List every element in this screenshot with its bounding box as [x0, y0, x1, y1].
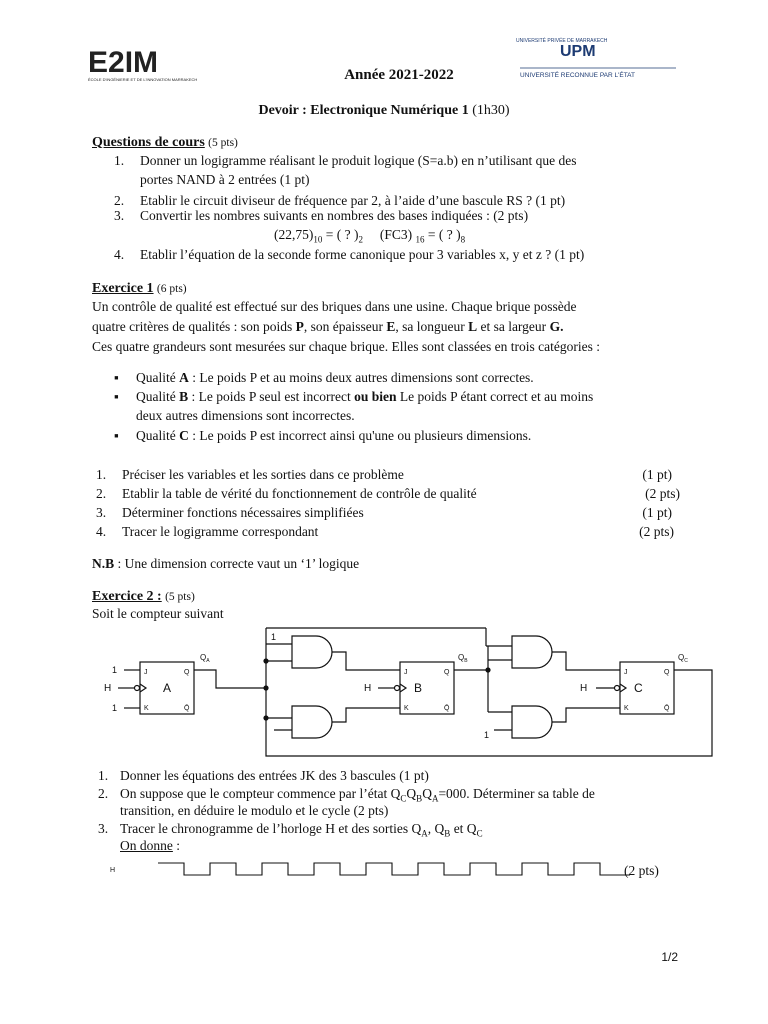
ex2-on-donne — [120, 837, 180, 855]
clock-input-c: H — [580, 683, 588, 694]
gate1-input-one: 1 — [271, 632, 277, 642]
q: Q — [406, 786, 417, 801]
gate4-input-one: 1 — [484, 730, 490, 740]
bullet-icon: ▪ — [114, 370, 119, 385]
task-text: Tracer le logigramme correspondant — [122, 524, 319, 539]
ex1-task-3 — [96, 504, 678, 522]
sep: et Q — [450, 821, 477, 836]
and-gate-1 — [292, 636, 332, 668]
ff-a-label: A — [163, 681, 172, 695]
emphasis: ou bien — [354, 389, 397, 404]
ex1-para-3: Ces quatre grandeurs sont mesurées sur chaque brique. Elles sont classées en trois catégories : — [92, 339, 600, 354]
ex1-bullet-a — [114, 369, 534, 387]
ff-c-q: Q — [664, 669, 670, 676]
qc-heading: Questions de cours — [92, 135, 205, 150]
page-number: 1/2 — [661, 950, 678, 964]
conv-b-eq: = ( ? ) — [427, 227, 461, 242]
colon: : — [172, 838, 181, 853]
ex1-bullet-c — [114, 427, 531, 445]
clock-label: H — [110, 867, 116, 874]
ex2-heading: Exercice 2 : — [92, 589, 162, 604]
text: Qualité — [136, 370, 180, 385]
clock-input-a: H — [104, 683, 112, 694]
task-points: (2 pts) — [645, 486, 680, 501]
ff-c-label: C — [634, 681, 643, 695]
ex1-para-2 — [92, 318, 563, 336]
bullet-icon: ▪ — [114, 428, 119, 443]
conv-a-base: 10 — [313, 234, 323, 245]
question-number: 2. — [98, 786, 109, 801]
text: et sa largeur — [477, 319, 550, 334]
task-number: 1. — [96, 467, 107, 482]
text: quatre critères de qualités : son poids — [92, 319, 296, 334]
text: Qualité — [136, 428, 180, 443]
item-number: 3. — [114, 208, 125, 223]
item-text: Donner un logigramme réalisant le produit logique (S=a.b) en n’utilisant que des — [140, 153, 577, 168]
upm-logo-brand: UPM — [560, 43, 596, 60]
question-text: Donner les équations des entrées JK des 3 bascules (1 pt) — [120, 768, 429, 783]
upm-logo-tagline: UNIVERSITÉ RECONNUE PAR L'ÉTAT — [520, 72, 636, 79]
ex1-para-1: Un contrôle de qualité est effectué sur des briques dans une usine. Chaque brique possède — [92, 299, 577, 314]
qc-item-1 — [114, 152, 577, 170]
conv-b: (FC3) — [379, 227, 413, 242]
conv-a: (22,75) — [274, 227, 314, 242]
ex2-points: (5 pts) — [165, 591, 195, 603]
quality-key: B — [179, 389, 189, 404]
sub-a: A — [421, 828, 428, 839]
ff-c-j: J — [624, 669, 628, 676]
conv-b-base: 16 — [415, 234, 425, 245]
item-text: Convertir les nombres suivants en nombres des bases indiquées : (2 pts) — [140, 208, 529, 223]
qb-label: $Q_B$ — [458, 653, 468, 664]
text: : Le poids P seul est incorrect — [188, 389, 355, 404]
text: : Le poids P et au moins deux autres dimensions sont correctes. — [188, 370, 534, 385]
conv-a-target: 2 — [358, 234, 363, 245]
sub-c: C — [400, 793, 407, 804]
ex1-task-1 — [96, 466, 678, 484]
conv-b-target: 8 — [460, 234, 466, 245]
conv-a-eq: = ( ? ) — [325, 227, 359, 242]
qc-label: $Q_C$ — [678, 653, 688, 664]
ex2-q2-cont: transition, en déduire le modulo et le cycle (2 pts) — [120, 803, 389, 818]
sub-b: B — [444, 828, 451, 839]
ex1-task-4 — [96, 523, 678, 541]
clock-input-b: H — [364, 683, 372, 694]
e2im-logo-text: E2IM — [88, 46, 159, 79]
task-points: (1 pt) — [642, 467, 672, 482]
task-text: Déterminer fonctions nécessaires simplifiées — [122, 505, 364, 520]
var-l: L — [468, 319, 478, 334]
text: : Le poids P est incorrect ainsi qu'une ou plusieurs dimensions. — [188, 428, 532, 443]
qc-points: (5 pts) — [208, 137, 238, 149]
task-text: Préciser les variables et les sorties dans ce problème — [122, 467, 404, 482]
item-text: Etablir l’équation de la seconde forme canonique pour 3 variables x, y et z ? (1 pt) — [140, 247, 585, 262]
e2im-logo-subtitle: ÉCOLE D'INGÉNIERIE ET DE L'INNOVATION MARRAKECH — [88, 77, 198, 82]
question-number: 1. — [98, 768, 109, 783]
ff-a-q: Q — [184, 669, 190, 676]
item-text: Etablir le circuit diviseur de fréquence par 2, à l’aide d’une bascule RS ? (1 pt) — [140, 193, 566, 208]
ff-a-k: K — [144, 705, 149, 712]
ex2-intro: Soit le compteur suivant — [92, 606, 224, 621]
ex1-heading: Exercice 1 — [92, 281, 154, 296]
task-points: (1 pt) — [642, 505, 672, 520]
sub-c: C — [476, 828, 483, 839]
bullet-icon: ▪ — [114, 389, 119, 404]
var-p: P — [295, 319, 304, 334]
input-one-k-a: 1 — [112, 703, 118, 713]
q: Q — [422, 786, 432, 801]
ex1-bullet-b-cont: deux autres dimensions sont incorrectes. — [136, 408, 355, 423]
item-number: 1. — [114, 153, 125, 168]
qc-heading-line — [92, 133, 238, 152]
ff-b-qbar: Q̄ — [444, 705, 450, 712]
ex1-heading-line — [92, 279, 187, 298]
task-text: Etablir la table de vérité du fonctionnement de contrôle de qualité — [122, 486, 477, 501]
on-donne-label: On donne — [120, 838, 173, 853]
and-gate-4 — [512, 706, 552, 738]
ff-c-qbar: Q̄ — [664, 705, 670, 712]
ex1-note — [92, 555, 359, 573]
ff-b-j: J — [404, 669, 408, 676]
ex1-task-2 — [96, 485, 678, 503]
qc-item-3 — [114, 207, 528, 225]
task-points: (2 pts) — [639, 524, 674, 539]
text: Le poids P étant correct et au moins — [396, 389, 594, 404]
text: , son épaisseur — [303, 319, 387, 334]
exam-title — [0, 103, 768, 119]
upm-logo-line1: UNIVERSITÉ PRIVÉE DE MARRAKECH — [516, 38, 608, 44]
question-text: Tracer le chronogramme de l’horloge H et des sorties Q — [120, 821, 422, 836]
quality-key: C — [179, 428, 189, 443]
text: Qualité — [136, 389, 180, 404]
ff-c-k: K — [624, 705, 629, 712]
var-e: E — [386, 319, 396, 334]
exam-duration: (1h30) — [472, 103, 510, 118]
task-number: 2. — [96, 486, 107, 501]
item-number: 2. — [114, 193, 125, 208]
qc-item-1-cont: portes NAND à 2 entrées (1 pt) — [140, 172, 310, 187]
counter-circuit-diagram — [96, 620, 716, 760]
school-year: Année 2021-2022 — [344, 67, 454, 83]
and-gate-3 — [512, 636, 552, 668]
exam-title-main: Devoir : Electronique Numérique 1 — [258, 103, 469, 118]
sub-a: A — [431, 793, 439, 804]
question-text: =000. Déterminer sa table de — [438, 786, 595, 801]
clock-points: (2 pts) — [624, 863, 659, 878]
ex2-q1 — [98, 767, 429, 785]
ff-b-label: B — [414, 681, 423, 695]
ex1-bullet-b — [114, 388, 593, 406]
ff-a-qbar: Q̄ — [184, 705, 190, 712]
sub-b: B — [416, 793, 423, 804]
item-number: 4. — [114, 247, 125, 262]
input-one-j-a: 1 — [112, 665, 118, 675]
clock-waveform — [100, 855, 630, 885]
var-g: G. — [549, 319, 564, 334]
ff-b-q: Q — [444, 669, 450, 676]
note-label: N.B — [92, 556, 115, 571]
ex2-heading-line — [92, 587, 195, 606]
and-gate-2 — [292, 706, 332, 738]
question-text: On suppose que le compteur commence par l’état Q — [120, 786, 401, 801]
task-number: 4. — [96, 524, 107, 539]
ex1-points: (6 pts) — [156, 283, 187, 295]
qc-item-4 — [114, 246, 584, 264]
ff-a-j: J — [144, 669, 148, 676]
ff-b-k: K — [404, 705, 409, 712]
note-text: : Une dimension correcte vaut un ‘1’ logique — [114, 556, 360, 571]
qa-label: $Q_A$ — [200, 653, 210, 664]
quality-key: A — [179, 370, 189, 385]
text: , sa longueur — [395, 319, 469, 334]
task-number: 3. — [96, 505, 107, 520]
sep: , Q — [427, 821, 445, 836]
question-number: 3. — [98, 821, 109, 836]
